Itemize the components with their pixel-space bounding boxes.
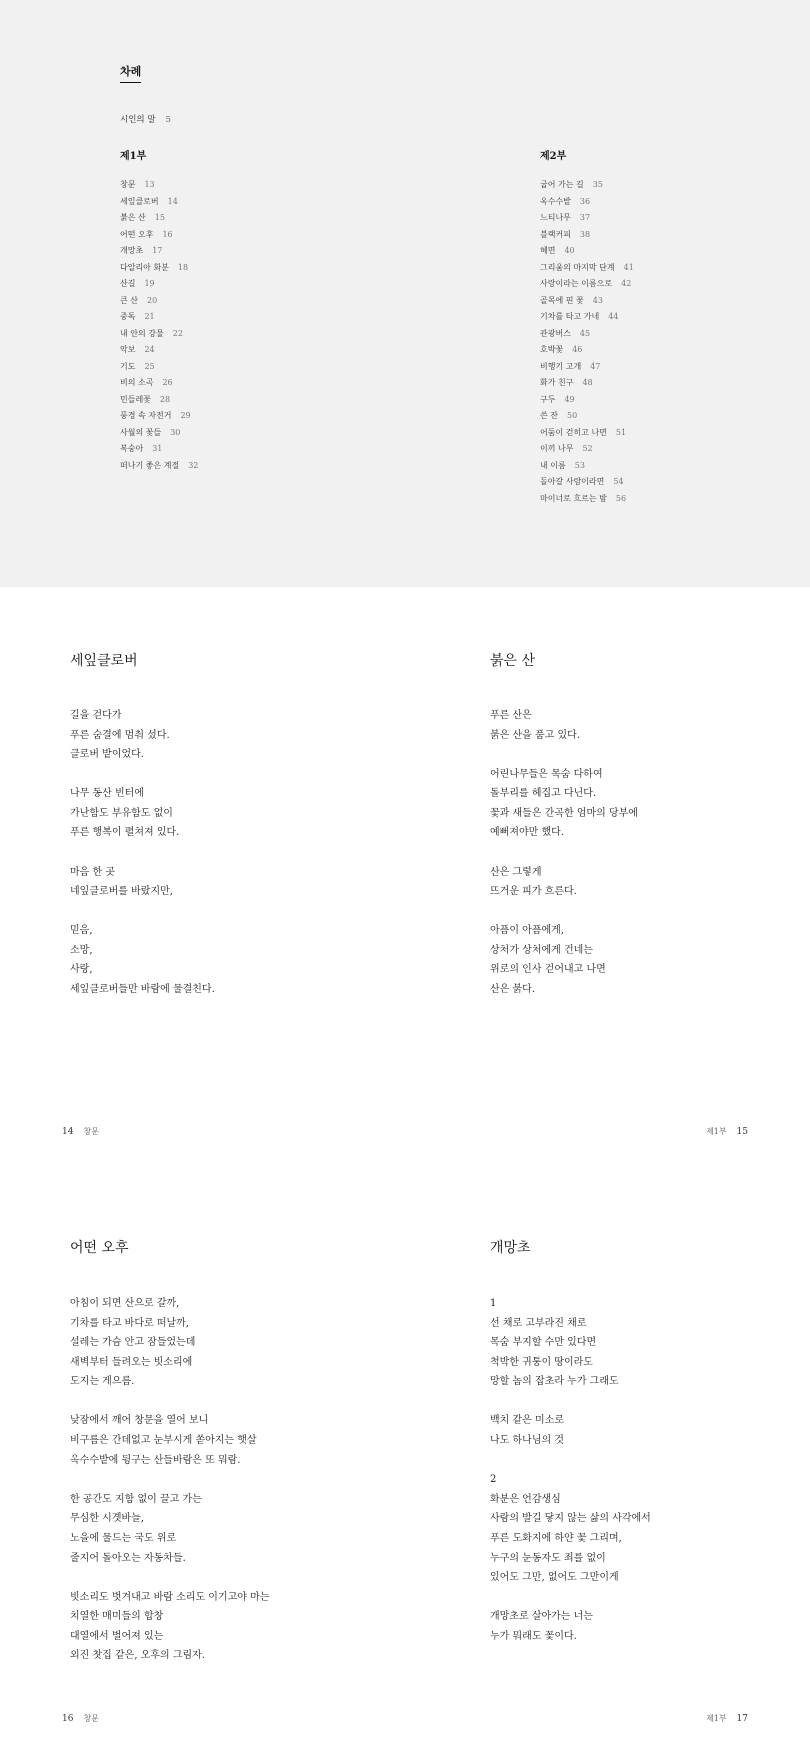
toc-entry-page: 44 bbox=[608, 312, 619, 321]
toc-entry-page: 17 bbox=[152, 246, 163, 255]
poem-line: 무심한 시곗바늘, bbox=[70, 1513, 144, 1525]
folio-section: 창문 bbox=[83, 1714, 99, 1723]
poem-line: 꽃과 새들은 간곡한 엄마의 당부에 bbox=[490, 807, 638, 819]
poem-line: 누구의 눈동자도 죄를 없이 bbox=[490, 1552, 606, 1564]
toc-entry-page: 45 bbox=[579, 328, 591, 338]
toc-entry bbox=[120, 276, 198, 293]
toc-entry-title: 내 안의 강물 bbox=[120, 328, 164, 338]
stanza bbox=[490, 1607, 651, 1646]
toc-entry-title: 기도 bbox=[120, 361, 136, 371]
poem-line: 있어도 그만, 없어도 그만이게 bbox=[490, 1572, 619, 1584]
toc-entry-title: 골목에 핀 꽃 bbox=[540, 295, 584, 305]
poem-line: 나도 하나님의 것 bbox=[490, 1435, 564, 1447]
toc-entry bbox=[540, 408, 634, 425]
toc-entry-title: 개망초 bbox=[120, 246, 144, 255]
table-of-contents bbox=[0, 0, 810, 587]
toc-entry-page: 43 bbox=[592, 295, 603, 305]
folio-section: 제1부 bbox=[706, 1714, 727, 1723]
toc-entry bbox=[540, 293, 634, 310]
poem-line: 한 공간도 지함 없이 끌고 가는 bbox=[70, 1493, 202, 1505]
toc-entry bbox=[540, 326, 634, 343]
toc-entry-page: 49 bbox=[564, 394, 575, 404]
toc-entry bbox=[540, 243, 634, 260]
stanza bbox=[70, 1411, 269, 1470]
toc-entry-page: 46 bbox=[572, 345, 583, 354]
toc-entry-page: 31 bbox=[152, 444, 163, 453]
toc-entry-title: 관광버스 bbox=[540, 328, 571, 338]
poem-line: 푸른 도화지에 하얀 꽃 그리며, bbox=[490, 1532, 622, 1544]
toc-entry-title: 붉은 산 bbox=[120, 213, 146, 222]
toc-entry bbox=[120, 210, 198, 227]
toc-entry-title: 호박꽃 bbox=[540, 345, 564, 354]
toc-entry bbox=[540, 227, 634, 244]
toc-entry bbox=[120, 260, 198, 277]
toc-entry-title: 다알리아 화분 bbox=[120, 262, 169, 272]
folio bbox=[62, 1126, 99, 1137]
toc-entry-title: 비의 소곡 bbox=[120, 378, 154, 387]
toc-entry-title: 내 이름 bbox=[540, 460, 566, 470]
toc-entry-title: 기차를 타고 가네 bbox=[540, 312, 600, 321]
toc-entry bbox=[540, 474, 634, 491]
toc-entry-title: 혜면 bbox=[540, 246, 556, 255]
poem-line: 세잎클로버들만 바람에 물결친다. bbox=[70, 984, 215, 996]
poem-line: 붉은 산을 품고 있다. bbox=[490, 729, 580, 741]
poem-line: 클로버 밭이었다. bbox=[70, 749, 144, 761]
poem-line: 대열에서 벌어져 있는 bbox=[70, 1630, 164, 1642]
toc-entry-title: 구두 bbox=[540, 394, 556, 404]
stanza bbox=[70, 1588, 269, 1666]
toc-entry bbox=[120, 408, 198, 425]
toc-entry-page: 24 bbox=[144, 345, 155, 354]
toc-entry-page: 32 bbox=[188, 460, 199, 470]
poem-line: 새벽부터 들려오는 빗소리에 bbox=[70, 1356, 193, 1368]
folio-page-number: 16 bbox=[62, 1714, 74, 1724]
toc-part2-title: 제2부 bbox=[540, 151, 567, 162]
toc-entry-title: 어둠이 걷히고 나면 bbox=[540, 427, 607, 437]
poem-line: 뜨거운 피가 흐른다. bbox=[490, 886, 577, 898]
toc-entry bbox=[120, 359, 198, 376]
toc-entry bbox=[120, 293, 198, 310]
poem-title: 세잎클로버 bbox=[70, 653, 138, 669]
poem-line: 낮잠에서 깨어 창문을 열어 보니 bbox=[70, 1415, 209, 1427]
stanza bbox=[490, 921, 638, 999]
stanza bbox=[490, 1470, 651, 1588]
toc-entry-page: 38 bbox=[579, 229, 591, 239]
poem-line: 망할 놈의 잡초라 누가 그래도 bbox=[490, 1376, 619, 1388]
poem-line: 선 채로 고부라진 채로 bbox=[490, 1317, 587, 1329]
poem-line: 치열한 매미들의 합창 bbox=[70, 1611, 164, 1623]
toc-entry bbox=[540, 260, 634, 277]
poem-line: 1 bbox=[490, 1298, 497, 1309]
folio bbox=[706, 1126, 748, 1137]
toc-entry-title: 떠나기 좋은 계절 bbox=[120, 460, 180, 470]
toc-entry bbox=[120, 177, 198, 194]
toc-entry-title: 중독 bbox=[120, 312, 136, 321]
poem-title: 붉은 산 bbox=[490, 653, 536, 669]
poem-line: 가난함도 부유함도 없이 bbox=[70, 807, 173, 819]
poem-line: 도지는 게으름. bbox=[70, 1376, 135, 1388]
toc-entry bbox=[540, 392, 634, 409]
poem-line: 길을 걷다가 bbox=[70, 710, 122, 721]
toc-entry-title: 악보 bbox=[120, 345, 136, 354]
toc-entry-title: 느티나무 bbox=[540, 213, 571, 222]
stanza bbox=[70, 921, 215, 999]
toc-entry-page: 37 bbox=[579, 213, 591, 222]
folio-page-number: 15 bbox=[736, 1127, 748, 1137]
stanza bbox=[70, 1294, 269, 1392]
poem-line: 소망, bbox=[70, 944, 93, 956]
toc-entry-page: 13 bbox=[144, 180, 155, 189]
toc-entry-page: 50 bbox=[567, 411, 578, 420]
poem-line: 누가 뭐래도 꽃이다. bbox=[490, 1630, 577, 1642]
poem-line: 아침이 되면 산으로 갈까, bbox=[70, 1298, 180, 1309]
toc-entry-page: 36 bbox=[579, 196, 591, 206]
toc-entry-page: 29 bbox=[180, 411, 191, 420]
toc-entry-page: 56 bbox=[615, 493, 627, 503]
toc-entry-page: 54 bbox=[613, 477, 624, 486]
toc-entry bbox=[540, 425, 634, 442]
poem-line: 믿음, bbox=[70, 925, 93, 937]
toc-entry-title: 사랑이라는 이름으로 bbox=[540, 279, 613, 288]
toc-entry bbox=[540, 276, 634, 293]
poem-line: 개망초로 살아가는 너는 bbox=[490, 1611, 593, 1623]
stanza bbox=[70, 1490, 269, 1568]
poem-line: 예뻐져야만 했다. bbox=[490, 827, 564, 839]
toc-entry bbox=[120, 194, 198, 211]
toc-entry-title: 어떤 오후 bbox=[120, 229, 154, 239]
poem-line: 푸른 숨결에 멈춰 섰다. bbox=[70, 729, 170, 741]
poem-line: 척박한 귀퉁이 땅이라도 bbox=[490, 1356, 593, 1368]
toc-entry-page: 35 bbox=[592, 180, 603, 189]
toc-entry-page: 22 bbox=[172, 328, 183, 338]
toc-entry-page: 21 bbox=[144, 312, 155, 321]
toc-part1-list bbox=[120, 177, 198, 474]
poem-line: 산은 그렇게 bbox=[490, 866, 542, 878]
toc-entry-title: 사월의 꽃들 bbox=[120, 427, 162, 437]
toc-preface-page: 5 bbox=[165, 115, 171, 125]
toc-entry bbox=[540, 375, 634, 392]
toc-entry-page: 28 bbox=[159, 394, 171, 404]
toc-entry-page: 48 bbox=[582, 378, 593, 387]
poem-title: 개망초 bbox=[490, 1240, 531, 1256]
poem-line: 외진 찻집 같은, 오후의 그림자. bbox=[70, 1650, 205, 1662]
toc-entry bbox=[120, 375, 198, 392]
toc-entry-page: 25 bbox=[144, 361, 155, 371]
toc-entry-title: 이끼 나무 bbox=[540, 444, 574, 453]
toc-entry bbox=[120, 392, 198, 409]
toc-entry bbox=[540, 441, 634, 458]
poem-title: 어떤 오후 bbox=[70, 1240, 129, 1256]
toc-entry bbox=[120, 243, 198, 260]
toc-entry bbox=[120, 227, 198, 244]
toc-entry-title: 세잎클로버 bbox=[120, 196, 159, 206]
poem-line: 아픔이 아픔에게, bbox=[490, 925, 564, 937]
toc-entry bbox=[120, 441, 198, 458]
folio bbox=[706, 1713, 748, 1724]
toc-entry-title: 산길 bbox=[120, 279, 136, 288]
poem-body bbox=[70, 706, 215, 1019]
toc-entry-title: 쓴 잔 bbox=[540, 411, 558, 420]
toc-entry bbox=[120, 425, 198, 442]
toc-entry bbox=[540, 342, 634, 359]
toc-entry-title: 비행기 고개 bbox=[540, 361, 582, 371]
poem-line: 옥수수밭에 뒹구는 산들바람은 또 뭐람. bbox=[70, 1454, 241, 1466]
folio-page-number: 17 bbox=[736, 1714, 748, 1724]
poem-line: 마음 한 곳 bbox=[70, 866, 115, 878]
poem-line: 산은 붉다. bbox=[490, 984, 535, 996]
toc-entry-title: 옥수수밭 bbox=[540, 196, 571, 206]
poem-line: 사랑, bbox=[70, 964, 93, 976]
poem-line: 네잎클로버를 바랐지만, bbox=[70, 886, 173, 898]
toc-entry-title: 블랙커피 bbox=[540, 229, 571, 239]
toc-entry bbox=[540, 458, 634, 475]
stanza bbox=[490, 1294, 651, 1392]
toc-entry-title: 복숭아 bbox=[120, 444, 144, 453]
poem-line: 돌부리를 헤집고 다닌다. bbox=[490, 788, 597, 800]
toc-preface bbox=[120, 113, 171, 125]
poem-line: 기차를 타고 바다로 떠날까, bbox=[70, 1317, 189, 1329]
poem-line: 목숨 부지할 수만 있다면 bbox=[490, 1337, 597, 1349]
toc-entry bbox=[540, 359, 634, 376]
toc-entry-title: 마이너로 흐르는 밤 bbox=[540, 493, 607, 503]
stanza bbox=[490, 706, 638, 745]
poem-line: 푸른 행복이 펼쳐져 있다. bbox=[70, 827, 180, 839]
stanza bbox=[490, 863, 638, 902]
toc-entry-page: 47 bbox=[590, 361, 601, 371]
toc-title: 차례 bbox=[120, 63, 141, 83]
toc-entry-page: 26 bbox=[162, 378, 173, 387]
poem-line: 사람의 발길 닿지 않는 삶의 사각에서 bbox=[490, 1513, 651, 1525]
toc-entry-page: 19 bbox=[144, 279, 155, 288]
folio bbox=[62, 1713, 99, 1724]
folio-page-number: 14 bbox=[62, 1127, 74, 1137]
toc-entry-title: 풍경 속 자전거 bbox=[120, 411, 172, 420]
stanza bbox=[70, 863, 215, 902]
toc-entry-title: 돌아갈 사람이라면 bbox=[540, 477, 605, 486]
poem-line: 화분은 언감생심 bbox=[490, 1493, 561, 1505]
poem-line: 백치 같은 미소로 bbox=[490, 1415, 564, 1427]
toc-entry bbox=[540, 210, 634, 227]
poem-body bbox=[70, 1294, 269, 1686]
poem-line: 2 bbox=[490, 1474, 497, 1486]
toc-entry bbox=[120, 309, 198, 326]
toc-entry-page: 20 bbox=[147, 295, 158, 305]
poem-body bbox=[490, 706, 638, 1019]
toc-entry-page: 15 bbox=[154, 213, 165, 222]
poem-line: 노을에 물드는 국도 위로 bbox=[70, 1532, 177, 1544]
toc-entry-title: 민들레꽃 bbox=[120, 394, 151, 404]
toc-preface-label: 시인의 말 bbox=[120, 115, 156, 125]
toc-entry-page: 51 bbox=[615, 427, 627, 437]
poem-line: 푸른 산은 bbox=[490, 710, 532, 721]
toc-entry bbox=[120, 458, 198, 475]
toc-entry-page: 14 bbox=[167, 196, 178, 206]
stanza bbox=[70, 706, 215, 765]
toc-entry bbox=[540, 309, 634, 326]
poem-line: 나무 동산 빈터에 bbox=[70, 788, 144, 800]
poem-body bbox=[490, 1294, 651, 1666]
poem-line: 비구름은 간데없고 눈부시게 쏟아지는 햇살 bbox=[70, 1435, 257, 1447]
toc-entry bbox=[120, 326, 198, 343]
toc-entry-title: 큰 산 bbox=[120, 295, 138, 305]
poem-line: 위로의 인사 걷어내고 나면 bbox=[490, 964, 606, 976]
poem-line: 설레는 가슴 안고 잠들었는데 bbox=[70, 1337, 196, 1349]
poem-line: 빗소리도 벗겨내고 바람 소리도 이기고야 마는 bbox=[70, 1591, 270, 1603]
toc-entry-page: 42 bbox=[621, 279, 632, 288]
stanza bbox=[490, 765, 638, 843]
stanza bbox=[70, 784, 215, 843]
toc-entry bbox=[120, 342, 198, 359]
folio-section: 제1부 bbox=[706, 1127, 727, 1136]
toc-entry bbox=[540, 491, 634, 508]
folio-section: 창문 bbox=[83, 1127, 99, 1136]
toc-part2-list bbox=[540, 177, 634, 507]
poem-line: 줄지어 돌아오는 자동차들. bbox=[70, 1552, 186, 1564]
toc-entry-page: 53 bbox=[574, 460, 585, 470]
toc-entry bbox=[540, 194, 634, 211]
toc-entry-page: 16 bbox=[162, 229, 173, 239]
toc-entry-page: 41 bbox=[623, 262, 634, 272]
toc-entry-title: 그리움의 마지막 단계 bbox=[540, 262, 615, 272]
toc-entry-title: 창문 bbox=[120, 180, 136, 189]
toc-entry-page: 52 bbox=[582, 444, 593, 453]
toc-part1-title: 제1부 bbox=[120, 151, 147, 162]
toc-entry-page: 18 bbox=[177, 262, 189, 272]
toc-entry-title: 굽어 가는 길 bbox=[540, 180, 584, 189]
toc-entry bbox=[540, 177, 634, 194]
toc-entry-title: 화가 친구 bbox=[540, 378, 574, 387]
poem-line: 어린나무들은 목숨 다하여 bbox=[490, 768, 603, 780]
poem-line: 상처가 상처에게 건네는 bbox=[490, 944, 593, 956]
toc-entry-page: 30 bbox=[170, 427, 181, 437]
stanza bbox=[490, 1411, 651, 1450]
toc-entry-page: 40 bbox=[564, 246, 575, 255]
